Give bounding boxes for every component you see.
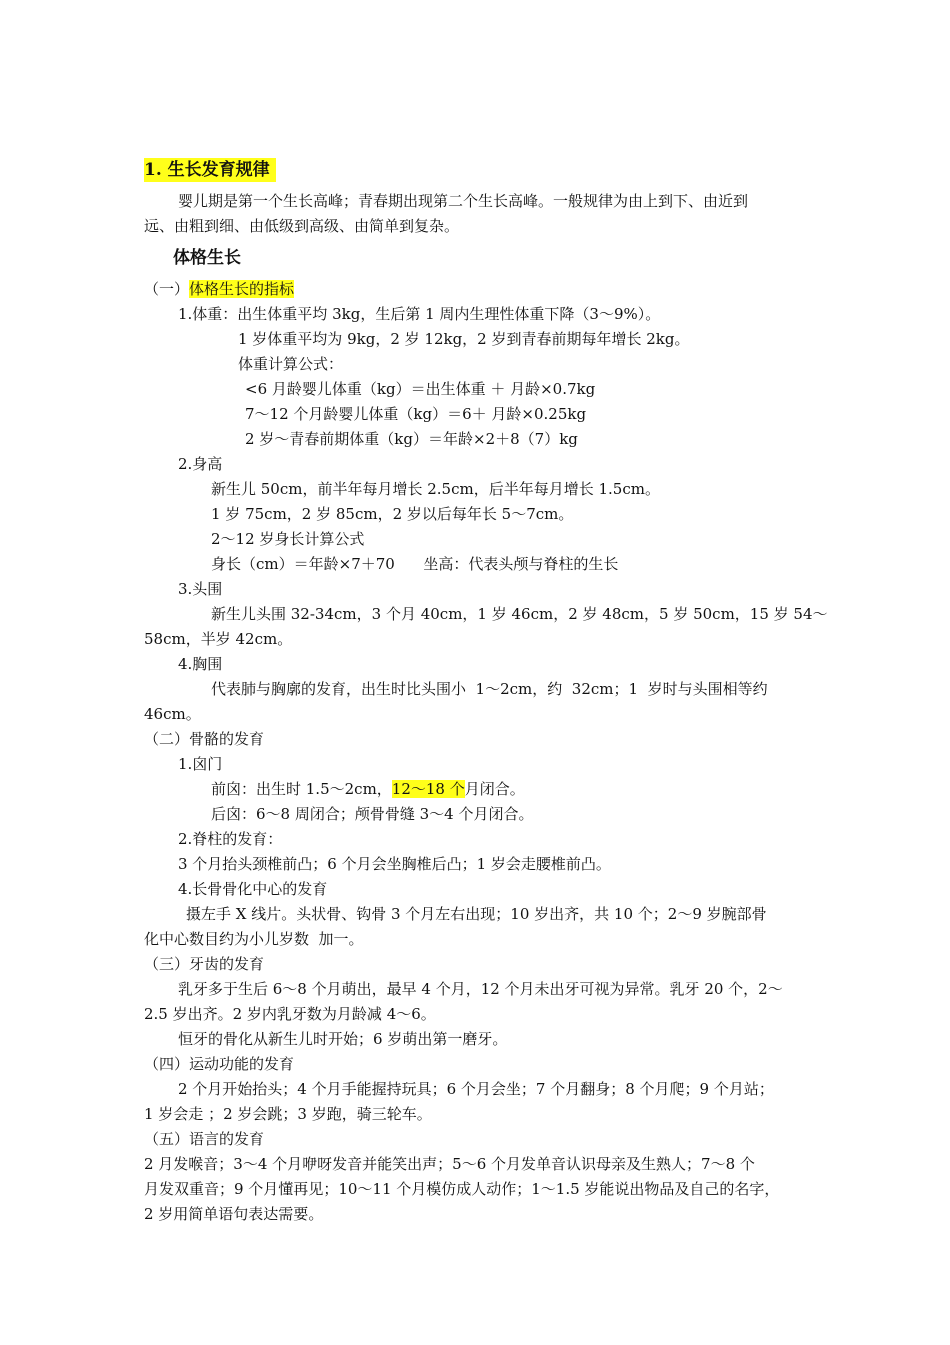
front-fontanelle-text-b: 月闭合。 (464, 780, 525, 798)
page-title (144, 160, 276, 180)
teeth-line-1: 乳牙多于生后 6～8 个月萌出，最早 4 个月，12 个月未出牙可视为异常。乳牙 20 个，2～ (178, 980, 783, 998)
subsection-1-title: 体格生长的指标 (189, 280, 295, 298)
motor-line-2: 1 岁会走 ；2 岁会跳；3 岁跑，骑三轮车。 (144, 1105, 432, 1123)
height-line-1: 新生儿 50cm，前半年每月增长 2.5cm，后半年每月增长 1.5cm。 (211, 480, 660, 498)
subsection-1-heading (144, 279, 294, 299)
height-line-4: 身长（cm）＝年龄×7＋70 坐高：代表头颅与脊柱的生长 (211, 555, 619, 573)
height-line-3: 2～12 岁身长计算公式 (211, 530, 365, 548)
chest-heading: 4.胸围 (178, 655, 223, 673)
weight-formula-3: 2 岁～青春前期体重（kg）＝年龄×2＋8（7）kg (245, 430, 578, 448)
title-number: 1. (144, 160, 162, 180)
front-fontanelle-line (211, 779, 525, 799)
head-line-2: 58cm，半岁 42cm。 (144, 630, 293, 648)
teeth-line-2: 2.5 岁出齐。2 岁内乳牙数为月龄减 4～6。 (144, 1005, 436, 1023)
subsection-1-prefix: （一） (144, 280, 190, 298)
section-heading-physical: 体格生长 (173, 248, 241, 268)
front-fontanelle-text-a: 前囟：出生时 1.5～2cm， (211, 780, 392, 798)
front-fontanelle-highlight: 12～18 个 (391, 780, 465, 798)
ossification-heading: 4.长骨骨化中心的发育 (178, 880, 328, 898)
chest-line-1: 代表肺与胸廓的发育，出生时比头围小 1～2cm，约 32cm；1 岁时与头围相等约 (211, 680, 768, 698)
weight-formula-label: 体重计算公式： (238, 355, 344, 373)
fontanelle-heading: 1.囟门 (178, 755, 223, 773)
intro-line-1: 婴儿期是第一个生长高峰；青春期出现第二个生长高峰。一般规律为由上到下、由近到 (178, 192, 749, 210)
subsection-4-heading: （四）运动功能的发育 (144, 1055, 295, 1073)
title-text: 生长发育规律 (167, 160, 270, 180)
back-fontanelle-line: 后囟：6～8 周闭合；颅骨骨缝 3～4 个月闭合。 (211, 805, 534, 823)
language-line-3: 2 岁用简单语句表达需要。 (144, 1205, 324, 1223)
height-heading: 2.身高 (178, 455, 223, 473)
weight-formula-2: 7～12 个月龄婴儿体重（kg）＝6＋ 月龄×0.25kg (245, 405, 587, 423)
ossification-line-1: 摄左手 X 线片。头状骨、钩骨 3 个月左右出现；10 岁出齐，共 10 个；2～9 岁腕部骨 (186, 905, 767, 923)
weight-formula-1: <6 月龄婴儿体重（kg）＝出生体重 ＋ 月龄×0.7kg (245, 380, 596, 398)
motor-line-1: 2 个月开始抬头；4 个月手能握持玩具；6 个月会坐；7 个月翻身；8 个月爬；9 个月站； (178, 1080, 774, 1098)
weight-line-1: 1.体重：出生体重平均 3kg，生后第 1 周内生理性体重下降（3～9%）。 (178, 305, 661, 323)
subsection-2-heading: （二）骨骼的发育 (144, 730, 265, 748)
chest-line-2: 46cm。 (144, 705, 201, 723)
teeth-line-3: 恒牙的骨化从新生儿时开始；6 岁萌出第一磨牙。 (178, 1030, 508, 1048)
spine-line: 3 个月抬头颈椎前凸；6 个月会坐胸椎后凸；1 岁会走腰椎前凸。 (178, 855, 611, 873)
subsection-5-heading: （五）语言的发育 (144, 1130, 265, 1148)
height-line-2: 1 岁 75cm，2 岁 85cm，2 岁以后每年长 5～7cm。 (211, 505, 574, 523)
ossification-line-2: 化中心数目约为小儿岁数 加一。 (144, 930, 364, 948)
head-heading: 3.头围 (178, 580, 223, 598)
spine-heading: 2.脊柱的发育： (178, 830, 283, 848)
intro-line-2: 远、由粗到细、由低级到高级、由简单到复杂。 (144, 217, 460, 235)
weight-line-2: 1 岁体重平均为 9kg，2 岁 12kg，2 岁到青春前期每年增长 2kg。 (238, 330, 690, 348)
subsection-3-heading: （三）牙齿的发育 (144, 955, 265, 973)
language-line-2: 月发双重音；9 个月懂再见；10～11 个月模仿成人动作；1～1.5 岁能说出物品及自己的名字， (144, 1180, 780, 1198)
language-line-1: 2 月发喉音；3～4 个月咿呀发音并能笑出声；5～6 个月发单音认识母亲及生熟人；7～8 个 (144, 1155, 755, 1173)
head-line-1: 新生儿头围 32-34cm，3 个月 40cm，1 岁 46cm，2 岁 48cm，5 岁 50cm，15 岁 54～ (211, 605, 828, 623)
